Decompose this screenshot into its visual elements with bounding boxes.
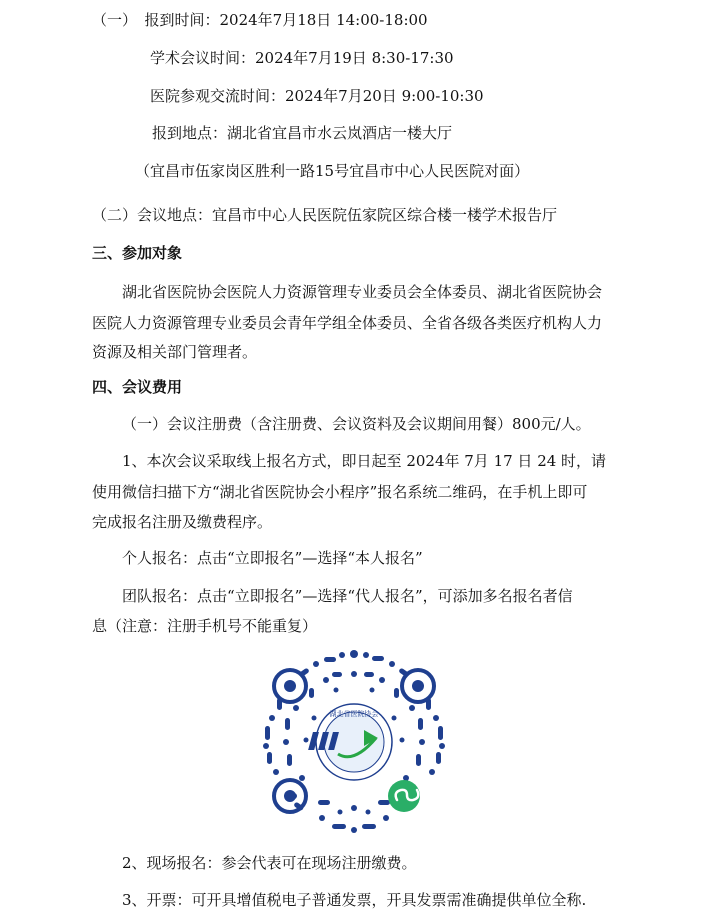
- academic-time: 学术会议时间：2024年7月19日 8:30-17:30: [150, 49, 454, 67]
- mini-program-icon: [388, 780, 420, 812]
- online-line-2: 使用微信扫描下方“湖北省医院协会小程序”报名系统二维码，在手机上即可: [92, 483, 588, 501]
- online-line-3: 完成报名注册及缴费程序。: [92, 513, 273, 531]
- section3-line-2: 医院人力资源管理专业委员会青年学组全体委员、全省各级各类医疗机构人力: [92, 314, 603, 332]
- onsite-signup: 2、现场报名：参会代表可在现场注册缴费。: [122, 854, 417, 872]
- team-line-1: 团队报名：点击“立即报名”—选择“代人报名”，可添加多名报名者信: [122, 587, 573, 605]
- invoice-line: 3、开票：可开具增值税电子普通发票，开具发票需准确提供单位全称.: [122, 891, 587, 909]
- online-line-1: 1、本次会议采取线上报名方式，即日起至 2024年 7月 17 日 24 时，请: [122, 452, 607, 470]
- section3-line-3: 资源及相关部门管理者。: [92, 343, 258, 361]
- section4-title: 四、会议费用: [92, 378, 183, 396]
- finder-bottom-left: [274, 780, 306, 812]
- association-logo: [308, 704, 392, 780]
- logo-text: 湖北省医院协会: [329, 710, 379, 718]
- finder-top-left: [274, 670, 306, 702]
- mini-program-qr-code: [254, 646, 454, 838]
- section3-line-1: 湖北省医院协会医院人力资源管理专业委员会全体委员、湖北省医院协会: [122, 283, 603, 301]
- section3-title: 三、参加对象: [92, 244, 183, 262]
- checkin-address: （宜昌市伍家岗区胜利一路15号宜昌市中心人民医院对面）: [135, 162, 530, 180]
- team-line-2: 息（注意：注册手机号不能重复）: [92, 617, 318, 635]
- venue: （二）会议地点：宜昌市中心人民医院伍家院区综合楼一楼学术报告厅: [92, 206, 558, 224]
- registration-time: （一） 报到时间：2024年7月18日 14:00-18:00: [92, 11, 428, 29]
- checkin-place: 报到地点：湖北省宜昌市水云岚酒店一楼大厅: [152, 124, 453, 142]
- finder-top-right: [402, 670, 434, 702]
- personal-signup: 个人报名：点击“立即报名”—选择“本人报名”: [122, 549, 423, 567]
- visit-time: 医院参观交流时间：2024年7月20日 9:00-10:30: [150, 87, 484, 105]
- fee-line: （一）会议注册费（含注册费、会议资料及会议期间用餐）800元/人。: [122, 415, 591, 433]
